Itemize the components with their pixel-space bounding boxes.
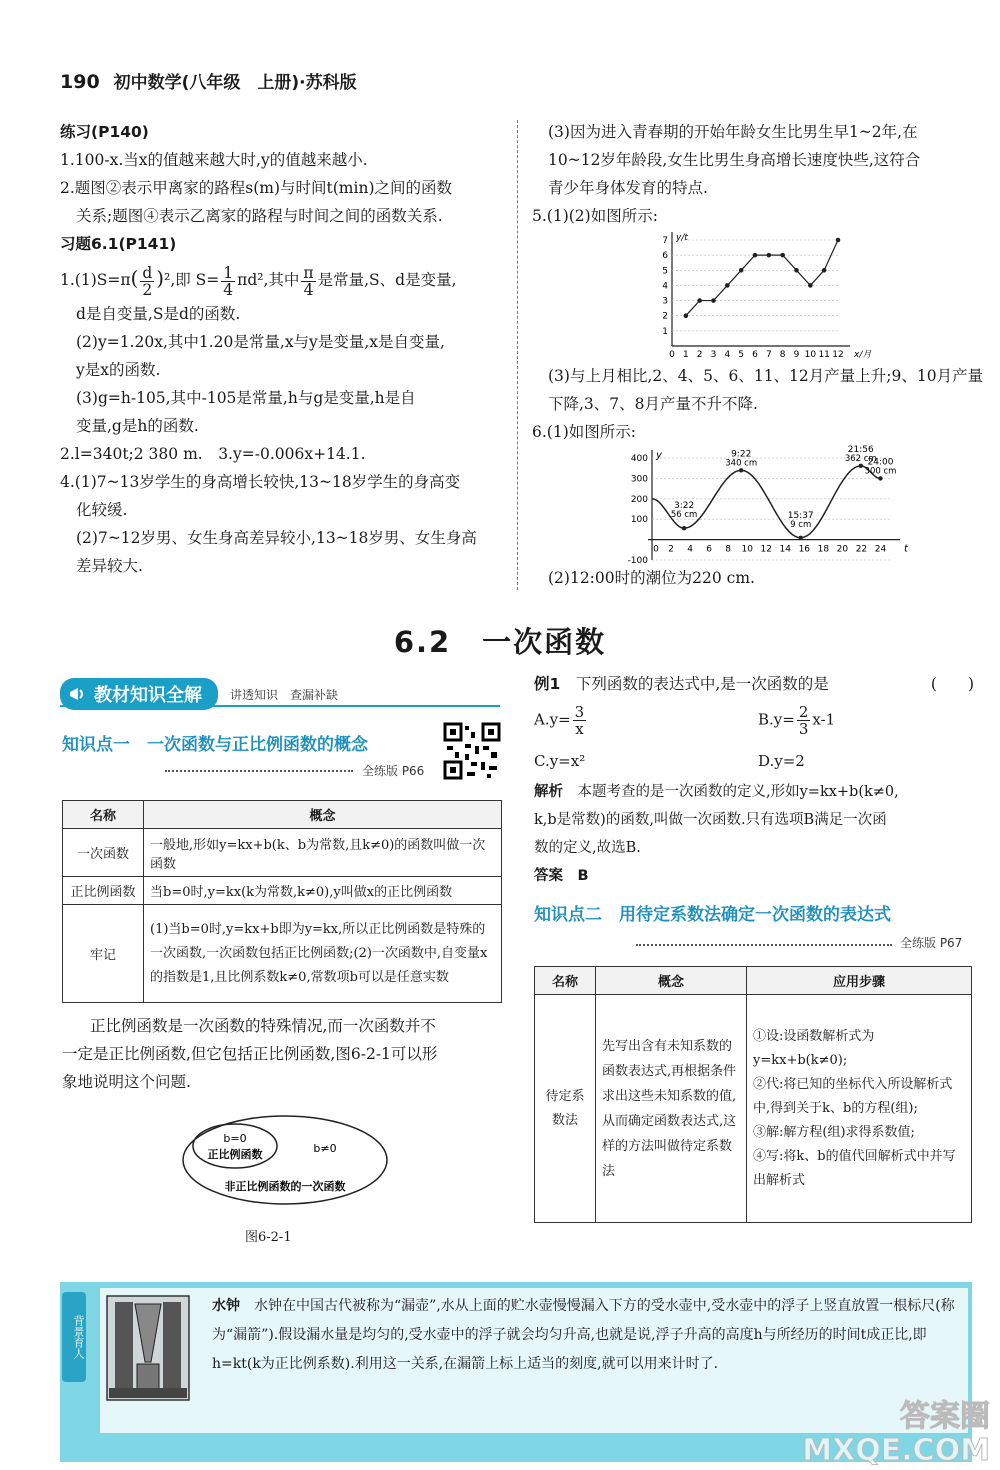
table-cell: 牢记 (63, 905, 144, 1003)
answer-line: (2)12:00时的潮位为220 cm. (548, 569, 755, 587)
data-point (780, 253, 785, 258)
y-tick-label: 4 (662, 281, 668, 292)
x-tick-label: 12 (760, 544, 772, 555)
tip-tab: 背景育人 (62, 1292, 86, 1382)
annotation-time: 3:22 (673, 501, 695, 512)
answer-line: 化较缓. (76, 501, 128, 519)
x-tick-label: 6 (706, 544, 712, 555)
tip-body: 水钟在中国古代被称为“漏壶”,水从上面的贮水壶慢慢漏入下方的受水壶中,受水壶中的浮子上竖直放置一根标尺(称为“漏箭”).假设漏水量是均匀的,受水壶中的浮子就会均匀升高,也就是说,浮子升高的高度h与所经历的时间t成正比,即h=kt(k为正比例系数).利用这一关系,在漏箭上标上适当的刻度,就可以用来计时了. (212, 1298, 955, 1372)
table-row (63, 905, 502, 1003)
data-point (794, 268, 799, 273)
water-clock-illustration (103, 1292, 193, 1404)
data-point (725, 283, 730, 288)
answer-line: (3)g=h-105,其中-105是常量,h与g是变量,h是自 (76, 389, 416, 407)
data-point (739, 268, 744, 273)
table-cell: 一般地,形如y=kx+b(k、b为常数,且k≠0)的函数叫做一次函数 (144, 829, 502, 877)
example-label: 例1 (534, 675, 561, 693)
fraction: $\frac{1}{4}$ (223, 263, 234, 299)
x-tick-label: 2 (696, 350, 703, 360)
x-tick-label: 10 (804, 350, 817, 360)
banner-underline (60, 705, 500, 707)
table-header: 概念 (596, 967, 747, 995)
column-divider (517, 120, 518, 590)
analysis-label: 解析 (534, 784, 563, 800)
answer-label: 答案 (534, 868, 563, 884)
extreme-point (739, 468, 743, 472)
x-tick-label: 0 (653, 544, 659, 555)
table-row (535, 995, 972, 1223)
annotation-value: 340 cm (725, 458, 758, 469)
answer-blank: ( ) (930, 675, 974, 693)
option-c: C.y=x² (534, 752, 586, 770)
table-cell: (1)当b=0时,y=kx+b即为y=kx,所以正比例函数是特殊的一次函数,一次函数包括正比例函数;(2)一次函数中,自变量x的指数是1,且比例系数k≠0,常数项b可以是任意实数 (144, 905, 502, 1003)
example-1 (534, 670, 974, 698)
table-cell: 先写出含有未知系数的函数表达式,再根据条件求出这些未知系数的值,从而确定函数表达式,这样的方法叫做待定系数法 (596, 995, 747, 1223)
venn-label: 非正比例函数的一次函数 (224, 1180, 346, 1193)
x-axis-label: t (904, 543, 908, 555)
example-question: 下列函数的表达式中,是一次函数的是 (575, 675, 829, 693)
table-cell: ①设:设函数解析式为y=kx+b(k≠0); ②代:将已知的坐标代入所设解析式中,得到关于k、b的方程(组); ③解:解方程(组)求得系数值; ④写:将k、b的值代回解析式中并写出解析式 (747, 995, 972, 1223)
x-tick-label: 1 (682, 350, 689, 360)
method-table (534, 966, 972, 1223)
page-number: 190 (60, 71, 100, 93)
y-tick-label: 3 (662, 296, 668, 307)
inner-ellipse (193, 1124, 277, 1168)
answer-line: 4.(1)7~13岁学生的身高增长较快,13~18岁学生的身高变 (60, 473, 461, 491)
data-point (711, 298, 716, 303)
paragraph-line: 象地说明这个问题. (62, 1073, 191, 1091)
reference-page: 全练版 P66 (362, 764, 425, 778)
table-header: 名称 (535, 967, 596, 995)
option-d: D.y=2 (758, 752, 805, 770)
x-tick-label: 4 (724, 350, 731, 360)
annotation-time: 24:00 (867, 457, 894, 468)
x-tick-label: 12 (832, 350, 844, 360)
book-title: 初中数学(八年级 上册)·苏科版 (113, 73, 357, 93)
venn-label: b=0 (223, 1132, 247, 1145)
page-header (60, 68, 357, 93)
data-point (836, 238, 841, 243)
table-cell: 正比例函数 (63, 877, 144, 905)
annotation-value: 9 cm (790, 519, 812, 530)
concept-table (62, 800, 502, 1003)
formula-line: 1.(1)S=π( $\frac{d}{2}$ )²,即 S= $\frac{1}{4}$ πd²,其中 $\frac{\pi}{4}$ 是常量,S、d是变量, (60, 263, 457, 299)
y-axis-label: y/t (676, 233, 688, 243)
section-title: 6.2 一次函数 (393, 625, 607, 659)
reference-page: 全练版 P67 (900, 936, 963, 950)
table-header: 应用步骤 (747, 967, 972, 995)
y-tick-label: 300 (630, 474, 648, 485)
x-tick-label: 4 (687, 544, 693, 555)
right-column-mid (532, 362, 982, 446)
fraction: $\frac{\pi}{4}$ (303, 263, 314, 299)
banner-subtitle: 讲透知识 查漏补缺 (230, 687, 339, 702)
answer-line: (2)7~12岁男、女生身高差异较小,13~18岁男、女生身高 (76, 529, 477, 547)
dotted-leader (636, 944, 892, 946)
data-point (808, 283, 813, 288)
answer-line: d是自变量,S是d的函数. (76, 305, 241, 323)
answer-line: (3)与上月相比,2、4、5、6、11、12月产量上升;9、10月产量 (548, 367, 984, 385)
extreme-point (799, 536, 803, 540)
production-line-chart (650, 228, 872, 360)
analysis: 解析 本题考查的是一次函数的定义,形如y=kx+b(k≠0, k,b是常数)的函数,叫做一次函数.只有选项B满足一次函 数的定义,故选B. 答案 B (534, 784, 899, 884)
y-tick-label: -100 (627, 556, 648, 566)
table-header-row (535, 967, 972, 995)
explanation-paragraph (62, 1012, 502, 1096)
x-tick-label: 6 (752, 350, 758, 360)
x-tick-label: 3 (710, 350, 717, 360)
data-point (697, 298, 702, 303)
y-tick-label: 1 (662, 326, 668, 337)
megaphone-icon (68, 685, 88, 703)
table-header: 名称 (63, 801, 144, 829)
y-tick-label: 7 (662, 236, 668, 246)
table-cell: 待定系数法 (535, 995, 596, 1223)
option-a: A.y= $\frac{3}{x}$ (534, 703, 585, 738)
annotation-value: 56 cm (670, 510, 698, 521)
x-tick-label: 10 (741, 544, 753, 555)
x-tick-label: 2 (668, 544, 674, 555)
extreme-point (859, 464, 863, 468)
paragraph-line: 一定是正比例函数,但它包括正比例函数,图6-2-1可以形 (62, 1045, 438, 1063)
annotation-time: 9:22 (731, 449, 752, 460)
y-tick-label: 100 (630, 515, 648, 526)
x-tick-label: 24 (874, 544, 887, 555)
right-column (532, 118, 982, 230)
dotted-leader (165, 770, 353, 772)
watermark: 答案圈 MXQE.COM (802, 1399, 990, 1468)
x-tick-label: 18 (817, 544, 830, 555)
knowledge-point-1-title: 知识点一 一次函数与正比例函数的概念 (62, 735, 368, 755)
data-point (684, 313, 689, 318)
answer-line: (3)因为进入青春期的开始年龄女生比男生早1~2年,在 (548, 123, 918, 141)
tide-level-chart (612, 444, 912, 566)
figure-caption: 图6-2-1 (245, 1230, 292, 1245)
x-tick-label: 22 (855, 544, 868, 555)
x-tick-label: 5 (738, 350, 745, 360)
answer-line: 1.100-x.当x的值越来越大时,y的值越来越小. (60, 151, 368, 169)
venn-label: b≠0 (313, 1142, 337, 1155)
annotation-time: 15:37 (787, 510, 814, 521)
answer-line: 关系;题图④表示乙离家的路程与时间之间的函数关系. (76, 207, 443, 225)
exercise-heading: 习题6.1(P141) (60, 235, 177, 253)
answer-line: 5.(1)(2)如图所示: (532, 207, 658, 225)
venn-label: 正比例函数 (207, 1148, 263, 1161)
data-point (822, 268, 827, 273)
answer-line: (2)y=1.20x,其中1.20是常量,x与y是变量,x是自变量, (76, 333, 445, 351)
banner-pill: 教材知识全解 (60, 678, 218, 710)
exercise-heading: 练习(P140) (60, 123, 149, 141)
y-tick-label: 6 (662, 251, 668, 262)
x-tick-label: 11 (818, 350, 830, 360)
data-point (767, 253, 772, 258)
venn-diagram (180, 1112, 390, 1212)
y-axis-label: y (656, 450, 662, 461)
option-b: B.y= $\frac{2}{3}$ x-1 (758, 703, 836, 738)
annotation-time: 21:56 (847, 444, 874, 455)
y-tick-label: 200 (630, 494, 648, 505)
answer-line: 变量,g是h的函数. (76, 417, 199, 435)
answer-line: 青少年身体发育的特点. (548, 179, 708, 197)
tip-title: 水钟 (212, 1298, 240, 1314)
extreme-point (878, 476, 882, 480)
answer-line: 2.题图②表示甲离家的路程s(m)与时间t(min)之间的函数 (60, 179, 452, 197)
y-tick-label: 400 (630, 454, 648, 465)
x-tick-label: 14 (779, 544, 792, 555)
tip-text (212, 1292, 962, 1379)
x-tick-label: 16 (798, 544, 811, 555)
x-tick-label: 9 (793, 350, 800, 360)
y-tick-label: 2 (662, 311, 668, 322)
right-column-end (548, 564, 755, 592)
x-tick-label: 0 (669, 350, 675, 360)
answer-line: 10~12岁年龄段,女生比男生身高增长速度快些,这符合 (548, 151, 921, 169)
x-tick-label: 20 (836, 544, 849, 555)
paragraph-line: 正比例函数是一次函数的特殊情况,而一次函数并不 (90, 1017, 436, 1035)
series-line (686, 240, 838, 316)
left-column (60, 118, 510, 580)
answer-value: B (577, 868, 589, 884)
x-tick-label: 7 (765, 350, 772, 360)
extreme-point (682, 526, 686, 530)
table-row (63, 877, 502, 905)
x-axis-label: x/月 (854, 350, 872, 360)
table-row (63, 829, 502, 877)
table-header-row (63, 801, 502, 829)
annotation-value: 362 cm (844, 453, 877, 464)
answer-line: 下降,3、7、8月产量不升不降. (548, 395, 758, 413)
y-tick-label: 5 (662, 266, 668, 277)
qr-code-icon[interactable] (443, 722, 501, 780)
fraction: $\frac{d}{2}$ (142, 263, 153, 299)
table-cell: 一次函数 (63, 829, 144, 877)
answer-line: 2.l=340t;2 380 m. 3.y=-0.006x+14.1. (60, 445, 366, 463)
table-header: 概念 (144, 801, 502, 829)
annotation-value: 300 cm (864, 466, 897, 477)
x-tick-label: 8 (725, 544, 732, 555)
knowledge-point-2-title: 知识点二 用待定系数法确定一次函数的表达式 (534, 905, 891, 925)
answer-line: y是x的函数. (76, 361, 161, 379)
answer-line: 差异较大. (76, 557, 143, 575)
data-point (753, 253, 758, 258)
answer-line: 6.(1)如图所示: (532, 423, 636, 441)
x-tick-label: 8 (779, 350, 786, 360)
table-cell: 当b=0时,y=kx(k为常数,k≠0),y叫做x的正比例函数 (144, 877, 502, 905)
